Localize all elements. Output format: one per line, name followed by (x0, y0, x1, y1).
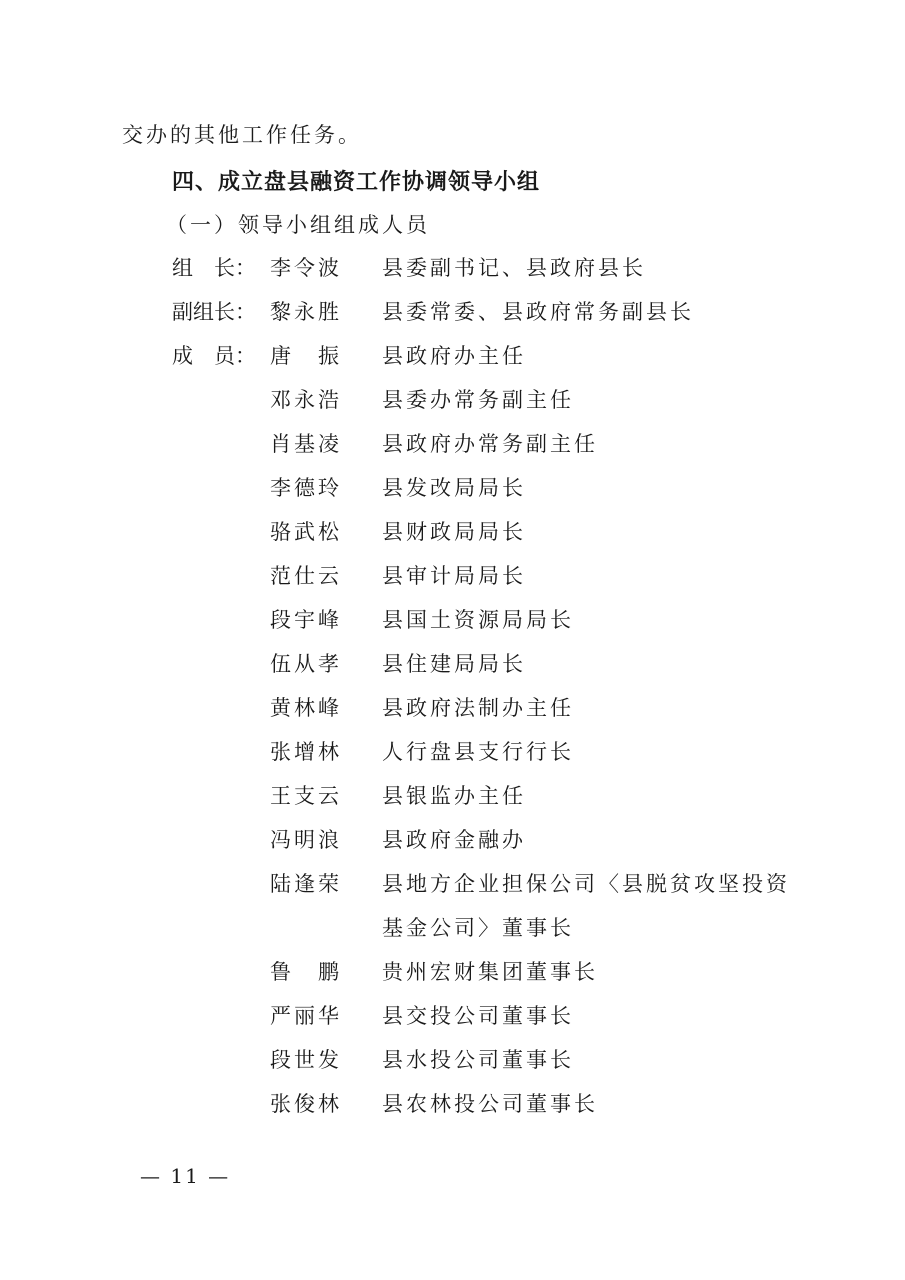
person-title: 县地方企业担保公司〈县脱贫攻坚投资 (382, 872, 790, 896)
person-name: 黄林峰 (270, 696, 342, 720)
member-row-continuation (0, 913, 905, 943)
member-row (0, 869, 905, 899)
person-name: 唐 振 (270, 344, 342, 368)
person-name: 鲁 鹏 (270, 960, 342, 984)
member-row (0, 825, 905, 855)
member-row (0, 605, 905, 635)
member-row (0, 737, 905, 767)
role-label: 副组长： (172, 300, 256, 324)
person-title: 人行盘县支行行长 (382, 740, 574, 764)
person-title: 县发改局局长 (382, 476, 526, 500)
person-title: 县农林投公司董事长 (382, 1092, 598, 1116)
person-name: 冯明浪 (270, 828, 342, 852)
member-row (0, 1045, 905, 1075)
person-title: 县交投公司董事长 (382, 1004, 574, 1028)
person-name: 黎永胜 (270, 300, 342, 324)
person-title: 县住建局局长 (382, 652, 526, 676)
member-row (0, 649, 905, 679)
person-title: 县政府办主任 (382, 344, 526, 368)
member-row (0, 429, 905, 459)
member-row (0, 781, 905, 811)
person-name: 陆逢荣 (270, 872, 342, 896)
person-name: 王支云 (270, 784, 342, 808)
person-title: 县审计局局长 (382, 564, 526, 588)
member-row (0, 693, 905, 723)
section-heading: 四、成立盘县融资工作协调领导小组 (172, 170, 541, 195)
person-name: 张增林 (270, 740, 342, 764)
person-name: 张俊林 (270, 1092, 342, 1116)
person-title: 县财政局局长 (382, 520, 526, 544)
member-row (0, 1089, 905, 1119)
person-title: 县委副书记、县政府县长 (382, 256, 646, 280)
person-title: 县委办常务副主任 (382, 388, 574, 412)
member-row (0, 385, 905, 415)
person-name: 李令波 (270, 256, 342, 280)
person-title-continuation: 基金公司〉董事长 (382, 916, 574, 940)
member-row (0, 473, 905, 503)
person-name: 段宇峰 (270, 608, 342, 632)
person-title: 县水投公司董事长 (382, 1048, 574, 1072)
page-number: — 11 — (140, 1164, 231, 1188)
person-title: 县政府法制办主任 (382, 696, 574, 720)
leader-row (0, 297, 905, 327)
member-row (0, 341, 905, 371)
role-label: 成 员： (172, 344, 256, 368)
person-title: 县政府办常务副主任 (382, 432, 598, 456)
person-name: 伍从孝 (270, 652, 342, 676)
person-title: 县委常委、县政府常务副县长 (382, 300, 694, 324)
person-title: 县银监办主任 (382, 784, 526, 808)
person-title: 贵州宏财集团董事长 (382, 960, 598, 984)
subheading: （一）领导小组组成人员 (166, 213, 430, 237)
member-row (0, 1001, 905, 1031)
person-name: 李德玲 (270, 476, 342, 500)
person-name: 段世发 (270, 1048, 342, 1072)
person-name: 严丽华 (270, 1004, 342, 1028)
person-name: 邓永浩 (270, 388, 342, 412)
role-label: 组 长： (172, 256, 256, 280)
continuation-paragraph: 交办的其他工作任务。 (122, 123, 362, 147)
person-name: 骆武松 (270, 520, 342, 544)
person-name: 范仕云 (270, 564, 342, 588)
member-row (0, 517, 905, 547)
person-title: 县政府金融办 (382, 828, 526, 852)
leader-row (0, 253, 905, 283)
member-row (0, 561, 905, 591)
person-title: 县国土资源局局长 (382, 608, 574, 632)
person-name: 肖基凌 (270, 432, 342, 456)
member-row (0, 957, 905, 987)
